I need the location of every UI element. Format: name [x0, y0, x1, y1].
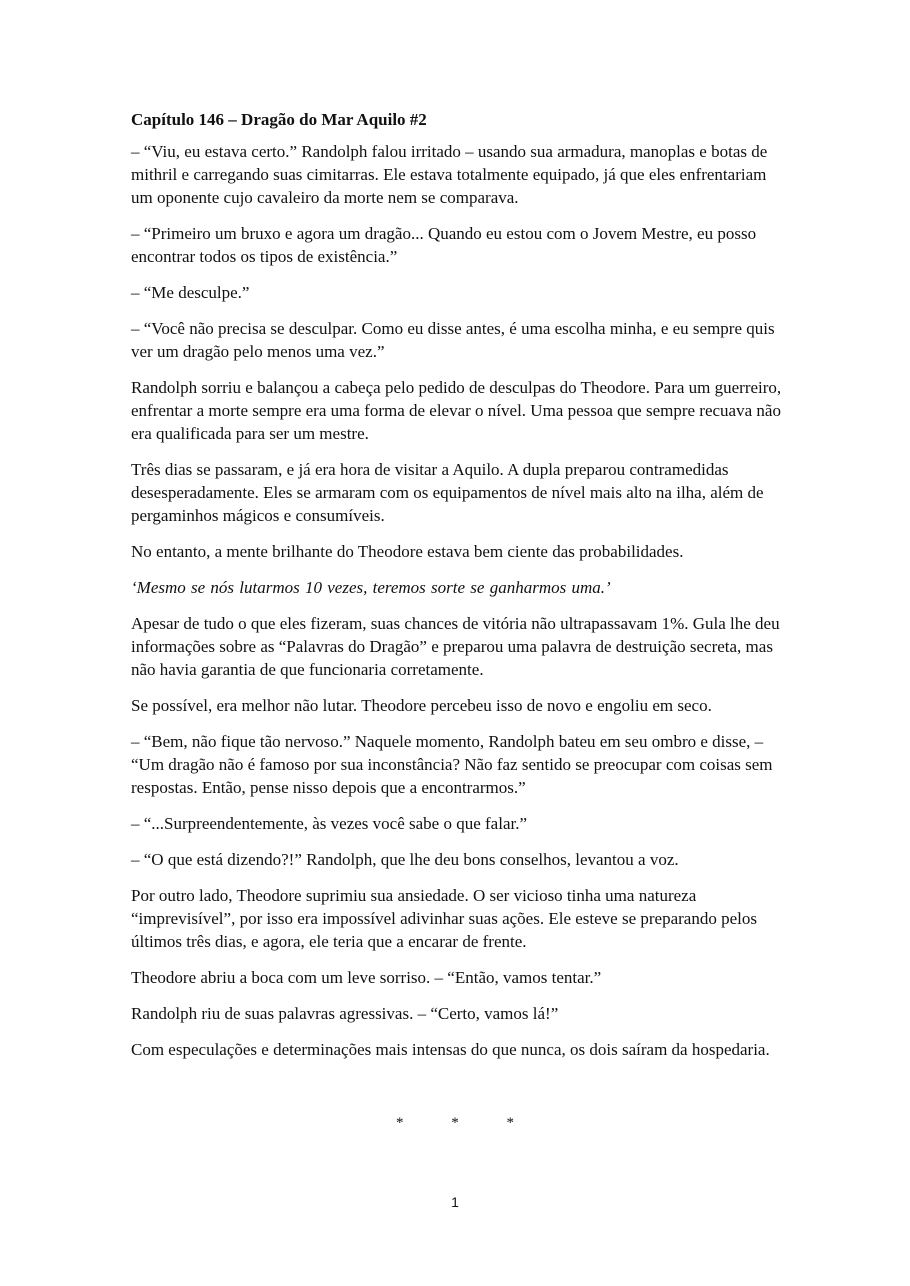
- paragraph: Três dias se passaram, e já era hora de visitar a Aquilo. A dupla preparou contramedidas desesperadamente. Eles se armaram com os equipamentos de nível mais alto na ilha, além de pergaminhos mágicos e consumíveis.: [131, 460, 764, 525]
- scene-separator: * * *: [396, 1115, 536, 1131]
- paragraph: Randolph riu de suas palavras agressivas. – “Certo, vamos lá!”: [131, 1004, 559, 1023]
- paragraph: – “Você não precisa se desculpar. Como eu disse antes, é uma escolha minha, e eu sempre quis ver um dragão pelo menos uma vez.”: [131, 319, 775, 361]
- paragraph: Com especulações e determinações mais intensas do que nunca, os dois saíram da hospedaria.: [131, 1040, 770, 1059]
- paragraph: Apesar de tudo o que eles fizeram, suas chances de vitória não ultrapassavam 1%. Gula lhe deu informações sobre as “Palavras do Dragão” e preparou uma palavra de destruição secreta, mas não havia garantia de que funcionaria corretamente.: [131, 614, 780, 679]
- paragraph: – “Me desculpe.”: [131, 283, 250, 302]
- paragraph: – “Primeiro um bruxo e agora um dragão... Quando eu estou com o Jovem Mestre, eu posso encontrar todos os tipos de existência.”: [131, 224, 757, 266]
- paragraph: No entanto, a mente brilhante do Theodore estava bem ciente das probabilidades.: [131, 542, 684, 561]
- paragraph: Se possível, era melhor não lutar. Theodore percebeu isso de novo e engoliu em seco.: [131, 696, 712, 715]
- italic-thought-paragraph: ‘Mesmo se nós lutarmos 10 vezes, teremos sorte se ganharmos uma.’: [131, 578, 611, 597]
- paragraph: Por outro lado, Theodore suprimiu sua ansiedade. O ser vicioso tinha uma natureza “imprevisível”, por isso era impossível adivinhar suas ações. Ele esteve se preparando pelos últimos três dias, e agora, ele teria que a encarar de frente.: [131, 886, 757, 951]
- paragraph: – “Bem, não fique tão nervoso.” Naquele momento, Randolph bateu em seu ombro e disse, – “Um dragão não é famoso por sua inconstância? Não faz sentido se preocupar com coisas sem respostas. Então, pense nisso depois que a encontrarmos.”: [131, 732, 773, 797]
- paragraph: – “Viu, eu estava certo.” Randolph falou irritado – usando sua armadura, manoplas e botas de mithril e carregando suas cimitarras. Ele estava totalmente equipado, já que eles enfrentariam um oponente cujo cavaleiro da morte nem se comparava.: [131, 142, 768, 207]
- paragraph: – “...Surpreendentemente, às vezes você sabe o que falar.”: [131, 814, 528, 833]
- page-number: 1: [451, 1194, 459, 1210]
- paragraph: Randolph sorriu e balançou a cabeça pelo pedido de desculpas do Theodore. Para um guerreiro, enfrentar a morte sempre era uma forma de elevar o nível. Uma pessoa que sempre recuava não era qualificada para ser um mestre.: [131, 378, 782, 443]
- paragraph: – “O que está dizendo?!” Randolph, que lhe deu bons conselhos, levantou a voz.: [131, 850, 679, 869]
- paragraph: Theodore abriu a boca com um leve sorriso. – “Então, vamos tentar.”: [131, 968, 602, 987]
- chapter-title: Capítulo 146 – Dragão do Mar Aquilo #2: [131, 110, 427, 129]
- document-body: [131, 108, 791, 1074]
